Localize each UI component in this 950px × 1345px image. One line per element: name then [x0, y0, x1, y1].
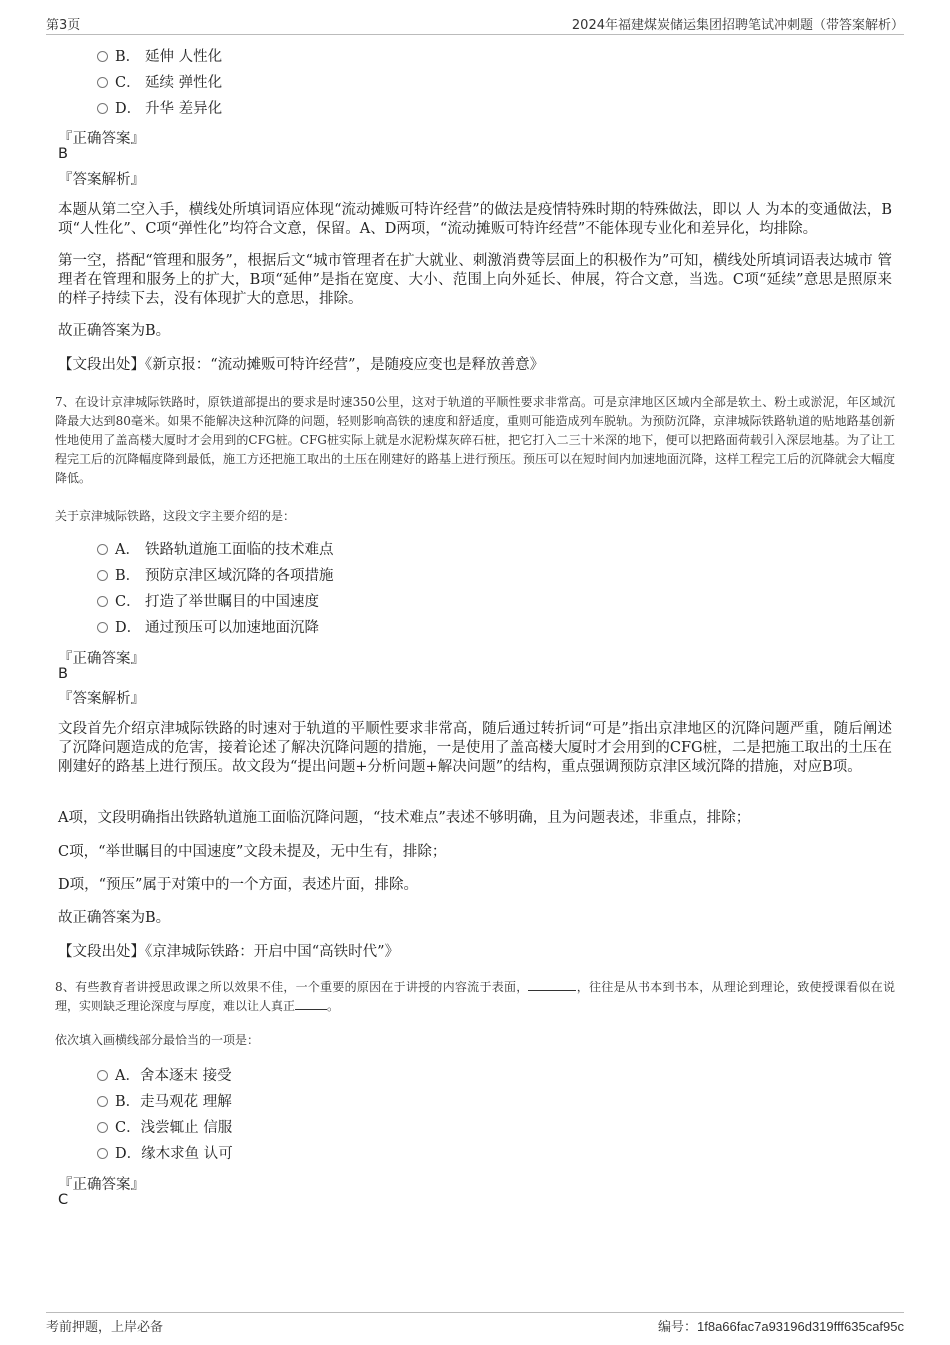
- document-title: 2024年福建煤炭储运集团招聘笔试冲刺题（带答案解析）: [571, 18, 904, 33]
- document-code: 编号：1f8a66fac7a93196d319fff635caf95c: [657, 1319, 904, 1335]
- q6-answer: B: [58, 146, 68, 162]
- page-footer: [46, 1312, 904, 1341]
- radio-icon[interactable]: [97, 622, 108, 633]
- q7-analysis-label: 『答案解析』: [58, 691, 145, 707]
- q6-option-c[interactable]: C． 延续 弹性化: [97, 72, 222, 94]
- q7-analysis-a: A项，文段明确指出铁路轨道施工面临沉降问题，“技术难点”表述不够明确，且为问题表述，非重点，排除；: [58, 810, 751, 826]
- q6-analysis-conclusion: 故正确答案为B。: [58, 323, 171, 339]
- q6-analysis-p2: 第一空，搭配“管理和服务”，根据后文“城市管理者在扩大就业、刺激消费等层面上的积极作为”可知，横线处所填词语表达城市 管理者在管理和服务上的扩大，B项“延伸”是指在宽度、大小、范围上向外延长、伸展，符合文意，当选。C项“延续”意思是照原来的样子持续下去，没有体现扩大的意思，排除。: [58, 253, 892, 307]
- radio-icon[interactable]: [97, 570, 108, 581]
- q7-analysis-p1: 文段首先介绍京津城际铁路的时速对于轨道的平顺性要求非常高，随后通过转折词“可是”指出京津地区的沉降问题严重，随后阐述了沉降问题造成的危害，接着论述了解决沉降问题的措施，一是使用了盖高楼大厦时才会用到的CFG桩，二是把施工取出的土压在刚建好的路基上进行预压。故文段为“提出问题+分析问题+解决问题”的结构，重点强调预防京津区域沉降的措施，对应B项。: [58, 721, 892, 775]
- radio-icon[interactable]: [97, 1122, 108, 1133]
- q7-analysis-d: D项，“预压”属于对策中的一个方面，表述片面，排除。: [58, 877, 418, 893]
- q7-answer-label: 『正确答案』: [58, 651, 145, 667]
- radio-icon[interactable]: [97, 103, 108, 114]
- q8-option-c[interactable]: C．浅尝辄止 信服: [97, 1117, 232, 1139]
- q8-question: 依次填入画横线部分最恰当的一项是：: [55, 1033, 260, 1047]
- q7-option-a[interactable]: A． 铁路轨道施工面临的技术难点: [97, 539, 334, 561]
- page-header: [46, 12, 904, 35]
- q7-option-b[interactable]: B． 预防京津区域沉降的各项措施: [97, 565, 334, 587]
- q8-option-b[interactable]: B．走马观花 理解: [97, 1091, 232, 1113]
- q7-analysis-c: C项，“举世瞩目的中国速度”文段未提及，无中生有，排除；: [58, 844, 447, 860]
- radio-icon[interactable]: [97, 1096, 108, 1107]
- q6-analysis-label: 『答案解析』: [58, 172, 145, 188]
- radio-icon[interactable]: [97, 544, 108, 555]
- radio-icon[interactable]: [97, 51, 108, 62]
- q7-question: 关于京津城际铁路，这段文字主要介绍的是：: [55, 509, 296, 523]
- blank-1: [528, 990, 576, 991]
- q6-option-d[interactable]: D． 升华 差异化: [97, 98, 222, 120]
- footer-slogan: 考前押题，上岸必备: [46, 1320, 164, 1335]
- q7-option-d[interactable]: D． 通过预压可以加速地面沉降: [97, 617, 319, 639]
- q7-source: 【文段出处】《京津城际铁路：开启中国“高铁时代”》: [58, 944, 400, 960]
- q8-stem: 8、有些教育者讲授思政课之所以效果不佳，一个重要的原因在于讲授的内容流于表面， ，往往是从书本到书本，从理论到理论，致使授课看似在说理，实则缺乏理论深度与厚度，难以让人真正 。: [55, 980, 895, 1013]
- page-number: 第3页: [46, 18, 81, 33]
- q8-option-a[interactable]: A．舍本逐末 接受: [97, 1065, 232, 1087]
- q7-option-c[interactable]: C． 打造了举世瞩目的中国速度: [97, 591, 319, 613]
- q8-answer-label: 『正确答案』: [58, 1177, 145, 1193]
- radio-icon[interactable]: [97, 1148, 108, 1159]
- blank-2: [295, 1009, 327, 1010]
- radio-icon[interactable]: [97, 77, 108, 88]
- q6-option-b[interactable]: B． 延伸 人性化: [97, 46, 222, 68]
- q7-stem: 7、在设计京津城际铁路时，原铁道部提出的要求是时速350公里，这对于轨道的平顺性要求非常高。可是京津地区区域内全部是软土、粉土或淤泥，年区域沉降最大达到80毫米。如果不能解决这种沉降的问题，轻则影响高铁的速度和舒适度，重则可能造成列车脱轨。为预防沉降，京津城际铁路轨道的贴地路基创新性地使用了盖高楼大厦时才会用到的CFG桩。CFG桩实际上就是水泥粉煤灰碎石桩，把它打入二三十米深的地下，便可以把路面荷载引入深层地基。为了让工程完工后的沉降幅度降到最低，施工方还把施工取出的土压在刚建好的路基上进行预压。预压可以在短时间内加速地面沉降，这样工程完工后的沉降就会大幅度降低。: [55, 395, 896, 485]
- q6-answer-label: 『正确答案』: [58, 131, 145, 147]
- radio-icon[interactable]: [97, 1070, 108, 1081]
- q6-analysis-p1: 本题从第二空入手，横线处所填词语应体现“流动摊贩可特许经营”的做法是疫情特殊时期的特殊做法，即以 人 为本的变通做法，B项“人性化”、C项“弹性化”均符合文意，保留。A、D两项，“流动摊贩可特许经营”不能体现专业化和差异化，均排除。: [58, 202, 892, 237]
- q8-answer: C: [58, 1192, 69, 1208]
- q7-answer: B: [58, 666, 68, 682]
- radio-icon[interactable]: [97, 596, 108, 607]
- q8-option-d[interactable]: D．缘木求鱼 认可: [97, 1143, 233, 1165]
- q7-analysis-conclusion: 故正确答案为B。: [58, 910, 171, 926]
- q6-source: 【文段出处】《新京报：“流动摊贩可特许经营”，是随疫应变也是释放善意》: [58, 357, 545, 373]
